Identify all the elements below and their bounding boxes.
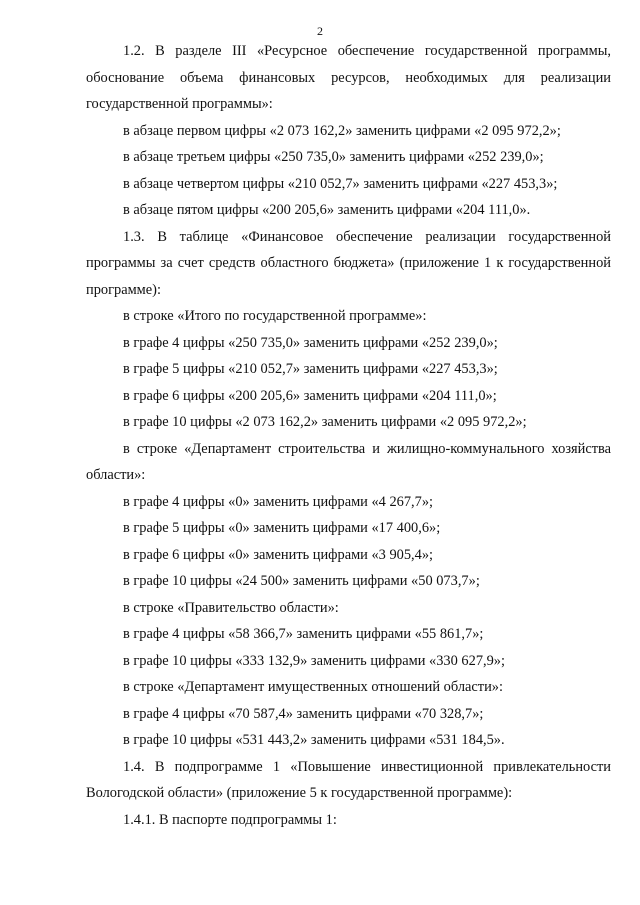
list-item: в абзаце четвертом цифры «210 052,7» заменить цифрами «227 453,3»;: [123, 175, 558, 192]
paragraph-section-1-4: 1.4. В подпрограмме 1 «Повышение инвестиционной привлекательности Вологодской области» (приложение 5 к государственной программе):: [86, 758, 611, 801]
list-item: в графе 10 цифры «24 500» заменить цифрами «50 073,7»;: [123, 573, 480, 589]
list-item: в графе 4 цифры «58 366,7» заменить цифрами «55 861,7»;: [123, 626, 484, 642]
list-item: в графе 6 цифры «200 205,6» заменить цифрами «204 111,0»;: [123, 387, 497, 404]
document-body: [86, 38, 611, 833]
list-item: в строке «Правительство области»:: [123, 599, 339, 616]
list-item: в графе 5 цифры «0» заменить цифрами «17 400,6»;: [123, 520, 441, 536]
list-item: в абзаце первом цифры «2 073 162,2» заменить цифрами «2 095 972,2»;: [123, 122, 561, 139]
list-item: в строке «Итого по государственной программе»:: [123, 308, 427, 324]
list-item: в графе 6 цифры «0» заменить цифрами «3 905,4»;: [123, 546, 434, 563]
list-item: в графе 10 цифры «333 132,9» заменить цифрами «330 627,9»;: [123, 652, 505, 669]
list-item: в графе 4 цифры «250 735,0» заменить цифрами «252 239,0»;: [123, 334, 498, 351]
list-item: в графе 4 цифры «70 587,4» заменить цифрами «70 328,7»;: [123, 705, 484, 722]
list-item: в графе 5 цифры «210 052,7» заменить цифрами «227 453,3»;: [123, 361, 498, 377]
list-item: в графе 10 цифры «2 073 162,2» заменить цифрами «2 095 972,2»;: [123, 414, 527, 430]
list-item: 1.4.1. В паспорте подпрограммы 1:: [123, 811, 337, 828]
list-item: в абзаце пятом цифры «200 205,6» заменить цифрами «204 111,0».: [123, 202, 531, 218]
paragraph-section-1-2: 1.2. В разделе III «Ресурсное обеспечение государственной программы, обоснование объема финансовых ресурсов, необходимых для реализации государственной программы»:: [86, 43, 611, 112]
list-item: в графе 4 цифры «0» заменить цифрами «4 267,7»;: [123, 493, 434, 510]
list-item: в абзаце третьем цифры «250 735,0» заменить цифрами «252 239,0»;: [123, 149, 544, 165]
list-item: в графе 10 цифры «531 443,2» заменить цифрами «531 184,5».: [123, 732, 505, 748]
page-number: 2: [317, 24, 323, 38]
paragraph-row-construction-dept: в строке «Департамент строительства и жилищно-коммунального хозяйства области»:: [86, 440, 611, 483]
list-item: в строке «Департамент имущественных отношений области»:: [123, 679, 503, 695]
paragraph-section-1-3: 1.3. В таблице «Финансовое обеспечение реализации государственной программы за счет средств областного бюджета» (приложение 1 к государственной программе):: [86, 228, 611, 298]
